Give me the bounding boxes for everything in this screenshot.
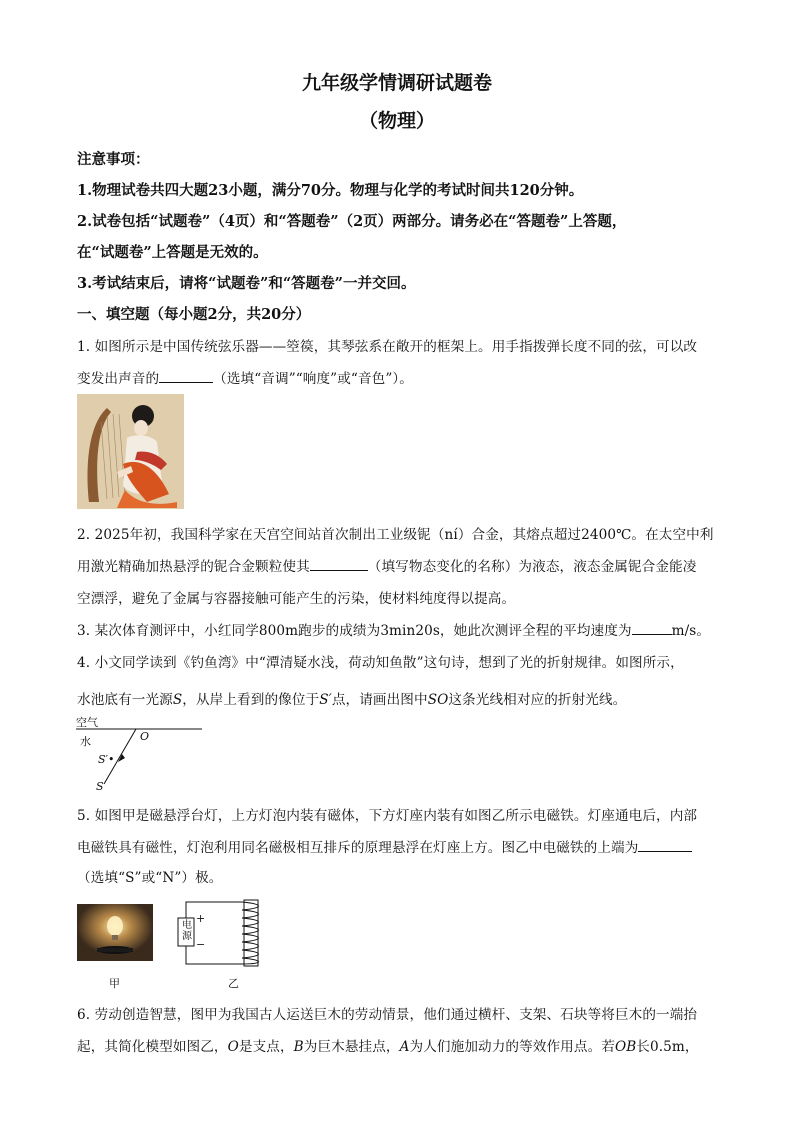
q4-symbol-s: S xyxy=(172,692,183,708)
notes-item-2a: 2.试卷包括“试题卷”（4页）和“答题卷”（2页）两部分。请务必在“答题卷”上答题， xyxy=(77,213,627,230)
q4-symbol-so: SO xyxy=(427,692,449,708)
q4-line-2d: 这条光线相对应的折射光线。 xyxy=(448,692,627,708)
q2-answer-blank[interactable] xyxy=(310,556,368,571)
q6-line-2d: 为人们施加动力的等效作用点。若 xyxy=(409,1039,615,1055)
q3-line-1 xyxy=(77,619,710,639)
q4-line-2c: 点，请画出图中 xyxy=(331,692,428,708)
q5-caption-a: 甲 xyxy=(109,977,120,990)
q4-line-2a: 水池底有一光源 xyxy=(77,692,173,708)
q5-line-2-text: 电磁铁具有磁性，灯泡利用同名磁极相互排斥的原理悬浮在灯座上方。图乙中电磁铁的上端为 xyxy=(77,840,639,856)
q5-minus-sign: − xyxy=(196,938,206,951)
notes-item-3: 3.考试结束后，请将“试题卷”和“答题卷”一并交回。 xyxy=(77,275,416,292)
q5-plus-sign: + xyxy=(196,912,206,925)
q6-line-2 xyxy=(77,1035,699,1055)
exam-subject: （物理） xyxy=(358,110,435,132)
q4-label-water: 水 xyxy=(80,735,91,748)
q6-symbol-ob: OB xyxy=(614,1039,637,1055)
q4-label-s: S xyxy=(96,780,104,793)
q4-line-1: 4. 小文同学读到《钓鱼湾》中“潭清疑水浅，荷动知鱼散”这句诗，想到了光的折射规律。如图所示， xyxy=(77,655,684,671)
q6-line-2e: 长0.5m， xyxy=(636,1039,699,1055)
q4-symbol-s-prime: S′ xyxy=(319,692,332,708)
q4-label-air: 空气 xyxy=(76,716,98,729)
q5-line-2 xyxy=(77,836,692,856)
konghou-painting xyxy=(77,394,184,509)
q6-line-2b: 是支点， xyxy=(238,1039,294,1055)
q1-line-1: 1. 如图所示是中国传统弦乐器——箜篌，其琴弦系在敞开的框架上。用手指拨弹长度不同的弦，可以改 xyxy=(77,339,698,355)
q3-line-1b: m/s。 xyxy=(671,623,711,639)
notes-item-1: 1.物理试卷共四大题23小题，满分70分。物理与化学的考试时间共120分钟。 xyxy=(77,182,584,199)
q3-line-1a: 3. 某次体育测评中，小红同学800m跑步的成绩为3min20s，她此次测评全程的平均速度为 xyxy=(77,623,632,639)
notes-item-2b: 在“试题卷”上答题是无效的。 xyxy=(77,244,268,261)
q4-line-2 xyxy=(77,688,626,708)
q2-line-1: 2. 2025年初，我国科学家在天宫空间站首次制出工业级铌（ní）合金，其熔点超过2400℃。在太空中利 xyxy=(77,527,714,543)
q2-line-2 xyxy=(77,555,696,575)
q1-line-2b: （选填“音调”“响度”或“音色”）。 xyxy=(213,371,413,387)
q4-label-s-prime: S′• xyxy=(98,753,115,766)
q5-power-label: 电源 xyxy=(182,920,192,942)
section1-heading: 一、填空题（每小题2分，共20分） xyxy=(77,306,311,323)
q6-symbol-o: O xyxy=(227,1039,239,1055)
q6-line-2c: 为巨木悬挂点， xyxy=(303,1039,400,1055)
exam-title: 九年级学情调研试题卷 xyxy=(301,72,492,94)
q4-label-o: O xyxy=(140,730,150,743)
q6-symbol-a: A xyxy=(399,1039,410,1055)
q2-line-3: 空漂浮，避免了金属与容器接触可能产生的污染，使材料纯度得以提高。 xyxy=(77,591,516,607)
q3-answer-blank[interactable] xyxy=(632,620,672,635)
q1-line-2a: 变发出声音的 xyxy=(77,371,160,387)
electromagnet-circuit xyxy=(172,894,272,970)
q1-line-2 xyxy=(77,367,413,387)
refraction-diagram xyxy=(74,712,214,794)
notes-heading: 注意事项： xyxy=(77,151,150,168)
q5-answer-blank[interactable] xyxy=(638,837,692,852)
maglev-lamp-photo xyxy=(77,904,153,961)
q5-line-1: 5. 如图甲是磁悬浮台灯，上方灯泡内装有磁体，下方灯座内装有如图乙所示电磁铁。灯座通电后，内部 xyxy=(77,808,698,824)
q6-line-2a: 起，其简化模型如图乙， xyxy=(77,1039,228,1055)
q2-line-2a: 用激光精确加热悬浮的铌合金颗粒使其 xyxy=(77,559,310,575)
q6-symbol-b: B xyxy=(293,1039,304,1055)
q6-line-1: 6. 劳动创造智慧，图甲为我国古人运送巨木的劳动情景，他们通过横杆、支架、石块等将巨木的一端抬 xyxy=(77,1007,698,1023)
q5-caption-b: 乙 xyxy=(228,977,239,990)
q1-answer-blank[interactable] xyxy=(159,368,213,383)
q4-line-2b: ，从岸上看到的像位于 xyxy=(182,692,320,708)
q2-line-2b: （填写物态变化的名称）为液态，液态金属铌合金能凌 xyxy=(367,559,697,575)
q5-line-3: （选填“S”或“N”）极。 xyxy=(77,870,223,886)
